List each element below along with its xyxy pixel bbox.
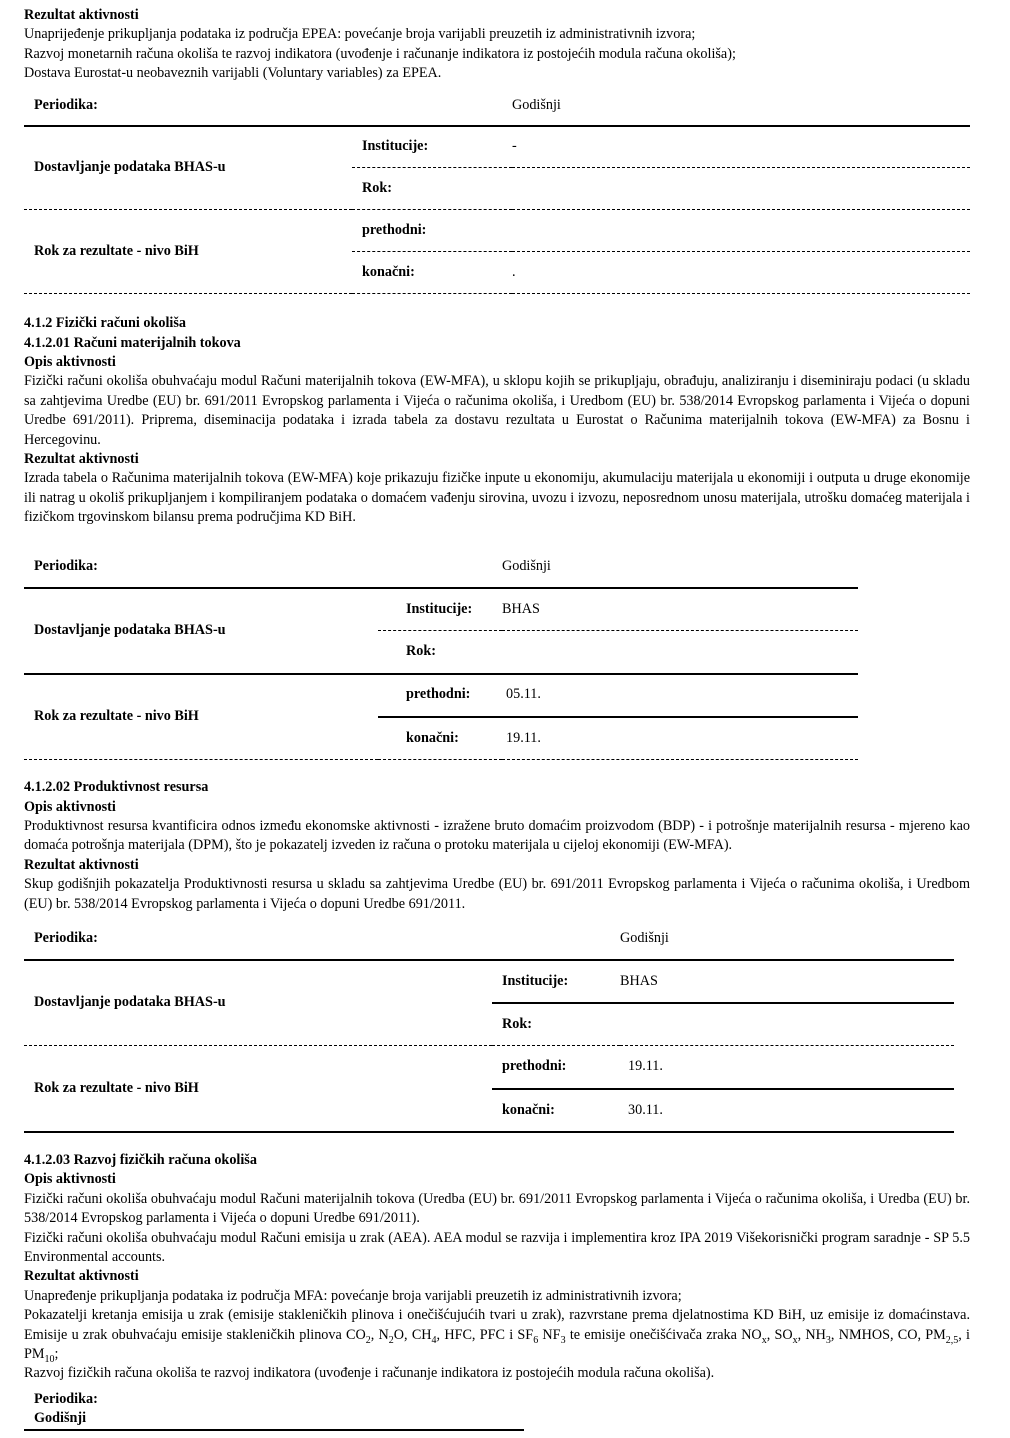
periodika-label: Periodika:: [34, 929, 98, 946]
prethodni-label: prethodni:: [352, 210, 512, 252]
dostava-label: Dostavljanje podataka BHAS-u: [24, 588, 378, 674]
konacni-label: konačni:: [378, 717, 502, 760]
result-line: Dostava Eurostat-u neobaveznih varijabli (Voluntary variables) za EPEA.: [24, 65, 442, 82]
opis-text: Fizički računi okoliša obuhvaćaju modul Računi materijalnih tokova (EW-MFA), u sklopu kojih se prikupljaju, obrađuju, analiziranju i diseminiraju podaci (u skladu sa zahtjevima Uredbe (EU) br. 691/2011 Evropskog parlamenta i Vijeća o računima okoliša, i Uredbom (EU) br. 538/2014 Evropskog parlamenta i Vijeća o dopuni Uredbe 691/2011). Pripremа, diseminacija podataka i izrada tabela za dostavu rezultata u Eurostat o Računima materijalnih tokova (EW-MFA) za Bosnu i Hercegovinu.: [24, 373, 970, 448]
prethodni-label: prethodni:: [492, 1046, 620, 1089]
institucije-value: BHAS: [502, 588, 858, 631]
periodika-label: Periodika:: [34, 1390, 98, 1407]
dostava-label: Dostavljanje podataka BHAS-u: [24, 126, 352, 210]
rezultati-label: Rok za rezultate - nivo BiH: [24, 210, 352, 294]
institucije-label: Institucije:: [352, 126, 512, 168]
institucije-label: Institucije:: [378, 588, 502, 631]
rok-value: [502, 631, 858, 674]
result-text: Izrada tabela o Računima materijalnih tokova (EW-MFA) koje prikazuju fizičke inpute u ekonomiju, akumulaciju materijala u ekonomiji i outputa u druge ekonomije ili natrag u okoliš prikupljanjem i kompiliranjem podataka o domaćem vađenju sirovina, uvozu i izvozu, neposrednom unosu materijala, utrošku domaćeg materijala i fizičkom trgovinskom bilansu prema područjima KD BiH.: [24, 470, 970, 526]
periodika-value: Godišnji: [502, 558, 551, 575]
prethodni-value: [512, 210, 970, 252]
result-line-emissions: Pokazatelji kretanja emisija u zrak (emisije stakleničkih plinova i onečišćujućih tvari u zrak), razvrstane prema djelatnostima KD BiH, uz emisije iz domaćinstava. Emisije u zrak obuhvaćaju emisije stakleničkih plinova $CO_2$, $N_2O$, $CH_4$, HFC, PFC i $SF_6$ $NF_3$ te emisije onečišćivača zraka $NO_x$, $SO_x$, $NH_3$, NMHOS, CO, $PM_{2,5}$, i $PM_{10}$;: [24, 1307, 970, 1365]
rezultati-label: Rok za rezultate - nivo BiH: [24, 1046, 492, 1132]
result-line: Razvoj fizičkih računa okoliša te razvoj indikatora (uvođenje i računanje indikatora iz postojećih modula računa okoliša).: [24, 1365, 715, 1382]
rok-label: Rok:: [492, 1003, 620, 1046]
result-heading: Rezultat aktivnosti: [24, 450, 139, 467]
result-line: Razvoj monetarnih računa okoliša te razvoj indikatora (uvođenje i računanje indikatora iz postojećih modula računa okoliša);: [24, 45, 736, 62]
periodika-label: Periodika:: [34, 97, 98, 114]
rok-value: [620, 1003, 954, 1046]
prethodni-value: 19.11.: [620, 1046, 954, 1089]
konacni-value: 19.11.: [502, 717, 858, 760]
result-heading: Rezultat aktivnosti: [24, 1268, 139, 1285]
schedule-table: [24, 548, 858, 761]
opis-text: Fizički računi okoliša obuhvaćaju modul Računi emisija u zrak (AEA). AEA modul se razvija i implementira kroz IPA 2019 Višekorisnički program saradnje - SP 5.5 Environmental accounts.: [24, 1229, 970, 1265]
institucije-value: -: [512, 126, 970, 168]
result-line: Unaprijeđenje prikupljanja podataka iz područja EPEA: povećanje broja varijabli preuzetih iz administrativnih izvora;: [24, 26, 696, 43]
section-heading: 4.1.2 Fizički računi okoliša: [24, 315, 186, 332]
institucije-value: BHAS: [620, 960, 954, 1003]
subsection-heading: 4.1.2.02 Produktivnost resursa: [24, 779, 209, 796]
subsection-heading: 4.1.2.01 Računi materijalnih tokova: [24, 334, 241, 351]
schedule-table: [24, 88, 970, 295]
document-page: [24, 6, 970, 1431]
result-line: Unapređenje prikupljanja podataka iz područja MFA: povećanje broja varijabli preuzetih iz administrativnih izvora;: [24, 1287, 682, 1304]
subsection-heading: 4.1.2.03 Razvoj fizičkih računa okoliša: [24, 1151, 257, 1168]
schedule-table: [24, 1390, 524, 1431]
schedule-table: [24, 918, 954, 1133]
konacni-value: 30.11.: [620, 1089, 954, 1132]
konacni-value: .: [512, 252, 970, 294]
periodika-value: Godišnji: [512, 97, 561, 114]
opis-text: Fizički računi okoliša obuhvaćaju modul Računi materijalnih tokova (Uredba (EU) br. 691/2011 Evropskog parlamenta i Vijeća o računima okoliša, i Uredba (EU) br. 538/2014 Evropskog parlamenta i Vijeća o dopuni Uredbe 691/2011).: [24, 1190, 970, 1227]
institucije-label: Institucije:: [492, 960, 620, 1003]
rok-label: Rok:: [352, 168, 512, 210]
konacni-label: konačni:: [352, 252, 512, 294]
periodika-label: Periodika:: [34, 558, 98, 575]
periodika-value: Godišnji: [34, 1410, 87, 1427]
konacni-label: konačni:: [492, 1089, 620, 1132]
prethodni-label: prethodni:: [378, 674, 502, 717]
opis-text: Produktivnost resursa kvantificira odnos između ekonomske aktivnosti - izražene bruto domaćim proizvodom (BDP) - i potrošnje materijalnih resursa - mjereno kao domaća potrošnja materijala (DPM), što je pokazatelj izveden iz računa o protoku materijala u cijeloj ekonomiji (EW-MFA).: [24, 817, 970, 854]
dostava-label: Dostavljanje podataka BHAS-u: [24, 960, 492, 1046]
rok-value: [512, 168, 970, 210]
rok-label: Rok:: [378, 631, 502, 674]
result-text: Skup godišnjih pokazatelja Produktivnosti resursa u skladu sa zahtjevima Uredbe (EU) br. 691/2011 Evropskog parlamenta i Vijeća o računima okoliša, i Uredbom (EU) br. 538/2014 Evropskog parlamenta i Vijeća o dopuni Uredbe 691/2011.: [24, 876, 970, 912]
opis-heading: Opis aktivnosti: [24, 353, 116, 370]
rezultati-label: Rok za rezultate - nivo BiH: [24, 674, 378, 760]
periodika-value: Godišnji: [620, 929, 669, 946]
opis-heading: Opis aktivnosti: [24, 798, 116, 815]
result-heading: Rezultat aktivnosti: [24, 856, 139, 873]
result-heading: Rezultat aktivnosti: [24, 7, 139, 23]
prethodni-value: 05.11.: [502, 674, 858, 717]
opis-heading: Opis aktivnosti: [24, 1171, 116, 1188]
